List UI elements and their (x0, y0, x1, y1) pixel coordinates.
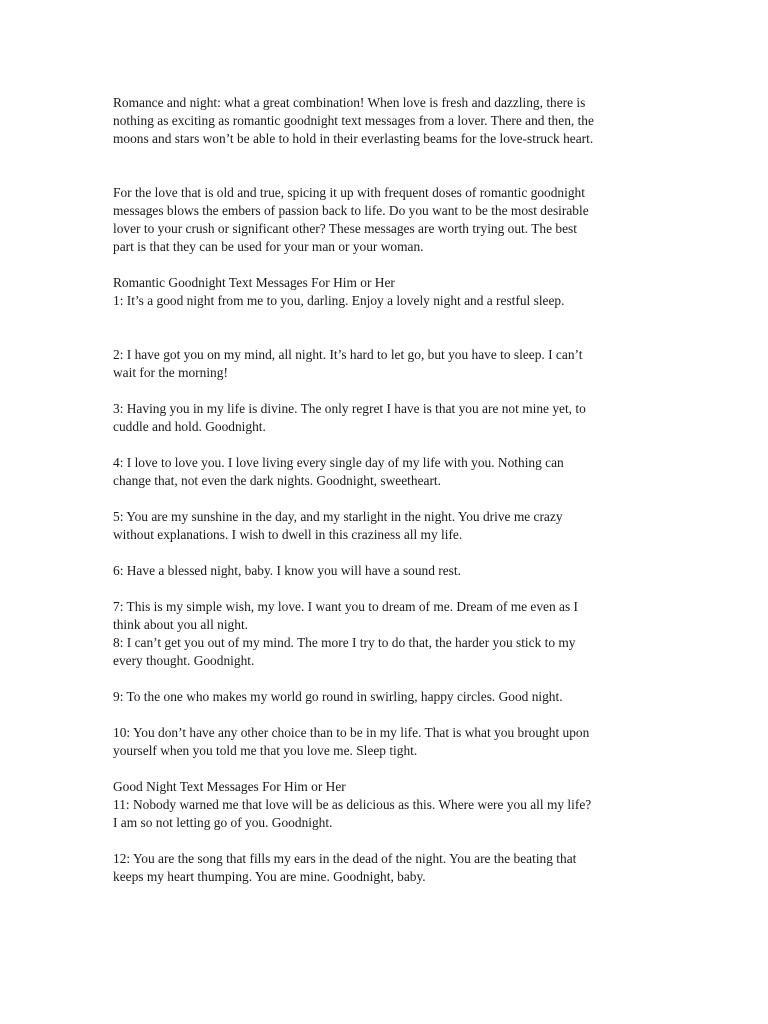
text-line: change that, not even the dark nights. Goodnight, sweetheart. (113, 473, 441, 488)
text-line: moons and stars won’t be able to hold in their everlasting beams for the love-struck heart. (113, 131, 594, 146)
section-heading (113, 778, 653, 796)
block-spacer (113, 544, 653, 562)
text-line: 5: You are my sunshine in the day, and my starlight in the night. You drive me crazy (113, 509, 563, 524)
text-line: think about you all night. (113, 617, 249, 632)
message-item (113, 724, 653, 760)
text-line: every thought. Goodnight. (113, 653, 255, 668)
document-page (113, 94, 653, 886)
paragraph (113, 94, 653, 148)
paragraph (113, 184, 653, 256)
block-spacer (113, 382, 653, 400)
message-item (113, 850, 653, 886)
block-spacer (113, 310, 653, 346)
message-item (113, 400, 653, 436)
text-line: nothing as exciting as romantic goodnight text messages from a lover. There and then, the (113, 113, 594, 128)
block-spacer (113, 670, 653, 688)
message-item (113, 292, 653, 310)
block-spacer (113, 832, 653, 850)
block-spacer (113, 148, 653, 184)
text-line: 8: I can’t get you out of my mind. The more I try to do that, the harder you stick to my (113, 635, 576, 650)
block-spacer (113, 580, 653, 598)
message-item (113, 562, 653, 580)
block-spacer (113, 436, 653, 454)
text-line: lover to your crush or significant other? These messages are worth trying out. The best (113, 221, 577, 236)
text-line: without explanations. I wish to dwell in this craziness all my life. (113, 527, 463, 542)
text-line: cuddle and hold. Goodnight. (113, 419, 266, 434)
text-line: Romance and night: what a great combination! When love is fresh and dazzling, there is (113, 95, 586, 110)
text-line: 3: Having you in my life is divine. The only regret I have is that you are not mine yet, to (113, 401, 586, 416)
block-spacer (113, 760, 653, 778)
text-line: 1: It’s a good night from me to you, darling. Enjoy a lovely night and a restful sleep. (113, 293, 565, 308)
message-item (113, 796, 653, 832)
message-item (113, 454, 653, 490)
text-line: Good Night Text Messages For Him or Her (113, 779, 346, 794)
text-line: yourself when you told me that you love me. Sleep tight. (113, 743, 418, 758)
text-line: 11: Nobody warned me that love will be as delicious as this. Where were you all my life? (113, 797, 592, 812)
text-line: 6: Have a blessed night, baby. I know you will have a sound rest. (113, 563, 461, 578)
message-item (113, 688, 653, 706)
message-item (113, 634, 653, 670)
message-item (113, 508, 653, 544)
text-line: keeps my heart thumping. You are mine. Goodnight, baby. (113, 869, 426, 884)
text-line: For the love that is old and true, spicing it up with frequent doses of romantic goodnight (113, 185, 585, 200)
text-line: 10: You don’t have any other choice than to be in my life. That is what you brought upon (113, 725, 590, 740)
text-line: part is that they can be used for your man or your woman. (113, 239, 424, 254)
section-heading (113, 274, 653, 292)
block-spacer (113, 256, 653, 274)
block-spacer (113, 490, 653, 508)
text-line: 7: This is my simple wish, my love. I want you to dream of me. Dream of me even as I (113, 599, 578, 614)
message-item (113, 346, 653, 382)
text-line: messages blows the embers of passion back to life. Do you want to be the most desirable (113, 203, 589, 218)
text-line: I am so not letting go of you. Goodnight. (113, 815, 333, 830)
text-line: 9: To the one who makes my world go round in swirling, happy circles. Good night. (113, 689, 563, 704)
text-line: 2: I have got you on my mind, all night. It’s hard to let go, but you have to sleep. I can’t (113, 347, 583, 362)
block-spacer (113, 706, 653, 724)
message-item (113, 598, 653, 634)
text-line: wait for the morning! (113, 365, 228, 380)
text-line: 12: You are the song that fills my ears in the dead of the night. You are the beating that (113, 851, 577, 866)
text-line: Romantic Goodnight Text Messages For Him or Her (113, 275, 395, 290)
text-line: 4: I love to love you. I love living every single day of my life with you. Nothing can (113, 455, 564, 470)
